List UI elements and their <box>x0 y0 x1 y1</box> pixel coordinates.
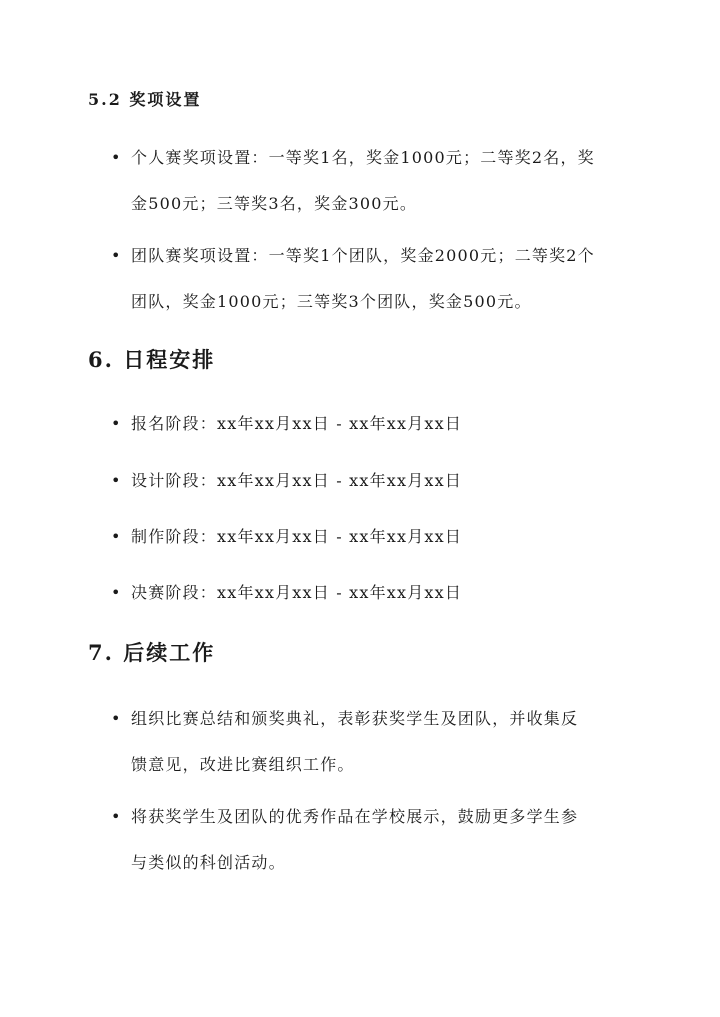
bullet: • <box>111 148 122 167</box>
bullet: • <box>111 246 122 265</box>
list-item-line: 设计阶段：xx年xx月xx日 - xx年xx月xx日 <box>131 471 463 490</box>
bullet: • <box>111 471 122 490</box>
list-item <box>111 135 631 227</box>
list-item <box>111 401 631 447</box>
list-item-line: 金500元；三等奖3名，奖金300元。 <box>131 194 418 213</box>
list-item-line: 将获奖学生及团队的优秀作品在学校展示，鼓励更多学生参 <box>131 807 579 826</box>
bullet: • <box>111 527 122 546</box>
list-item <box>111 458 631 504</box>
bullet: • <box>111 414 122 433</box>
list-item-line: 制作阶段：xx年xx月xx日 - xx年xx月xx日 <box>131 527 463 546</box>
list-item <box>111 514 631 560</box>
bullet: • <box>111 807 122 826</box>
list-item-line: 团队，奖金1000元；三等奖3个团队，奖金500元。 <box>131 292 532 311</box>
list-item-line: 报名阶段：xx年xx月xx日 - xx年xx月xx日 <box>131 414 463 433</box>
list-item <box>111 570 631 616</box>
list-item-line: 与类似的科创活动。 <box>131 853 286 872</box>
list-item-line: 组织比赛总结和颁奖典礼，表彰获奖学生及团队，并收集反 <box>131 709 579 728</box>
section-6-heading: 6. 日程安排 <box>88 347 216 372</box>
section-7-heading: 7. 后续工作 <box>88 640 216 665</box>
bullet: • <box>111 583 122 602</box>
list-item <box>111 233 631 325</box>
list-item-line: 决赛阶段：xx年xx月xx日 - xx年xx月xx日 <box>131 583 463 602</box>
list-item <box>111 696 631 788</box>
list-item-line: 个人赛奖项设置：一等奖1名，奖金1000元；二等奖2名，奖 <box>131 148 595 167</box>
section-5-2-heading: 5.2 奖项设置 <box>88 90 202 109</box>
list-item-line: 馈意见，改进比赛组织工作。 <box>131 755 355 774</box>
list-item-line: 团队赛奖项设置：一等奖1个团队，奖金2000元；二等奖2个 <box>131 246 595 265</box>
bullet: • <box>111 709 122 728</box>
list-item <box>111 794 631 886</box>
